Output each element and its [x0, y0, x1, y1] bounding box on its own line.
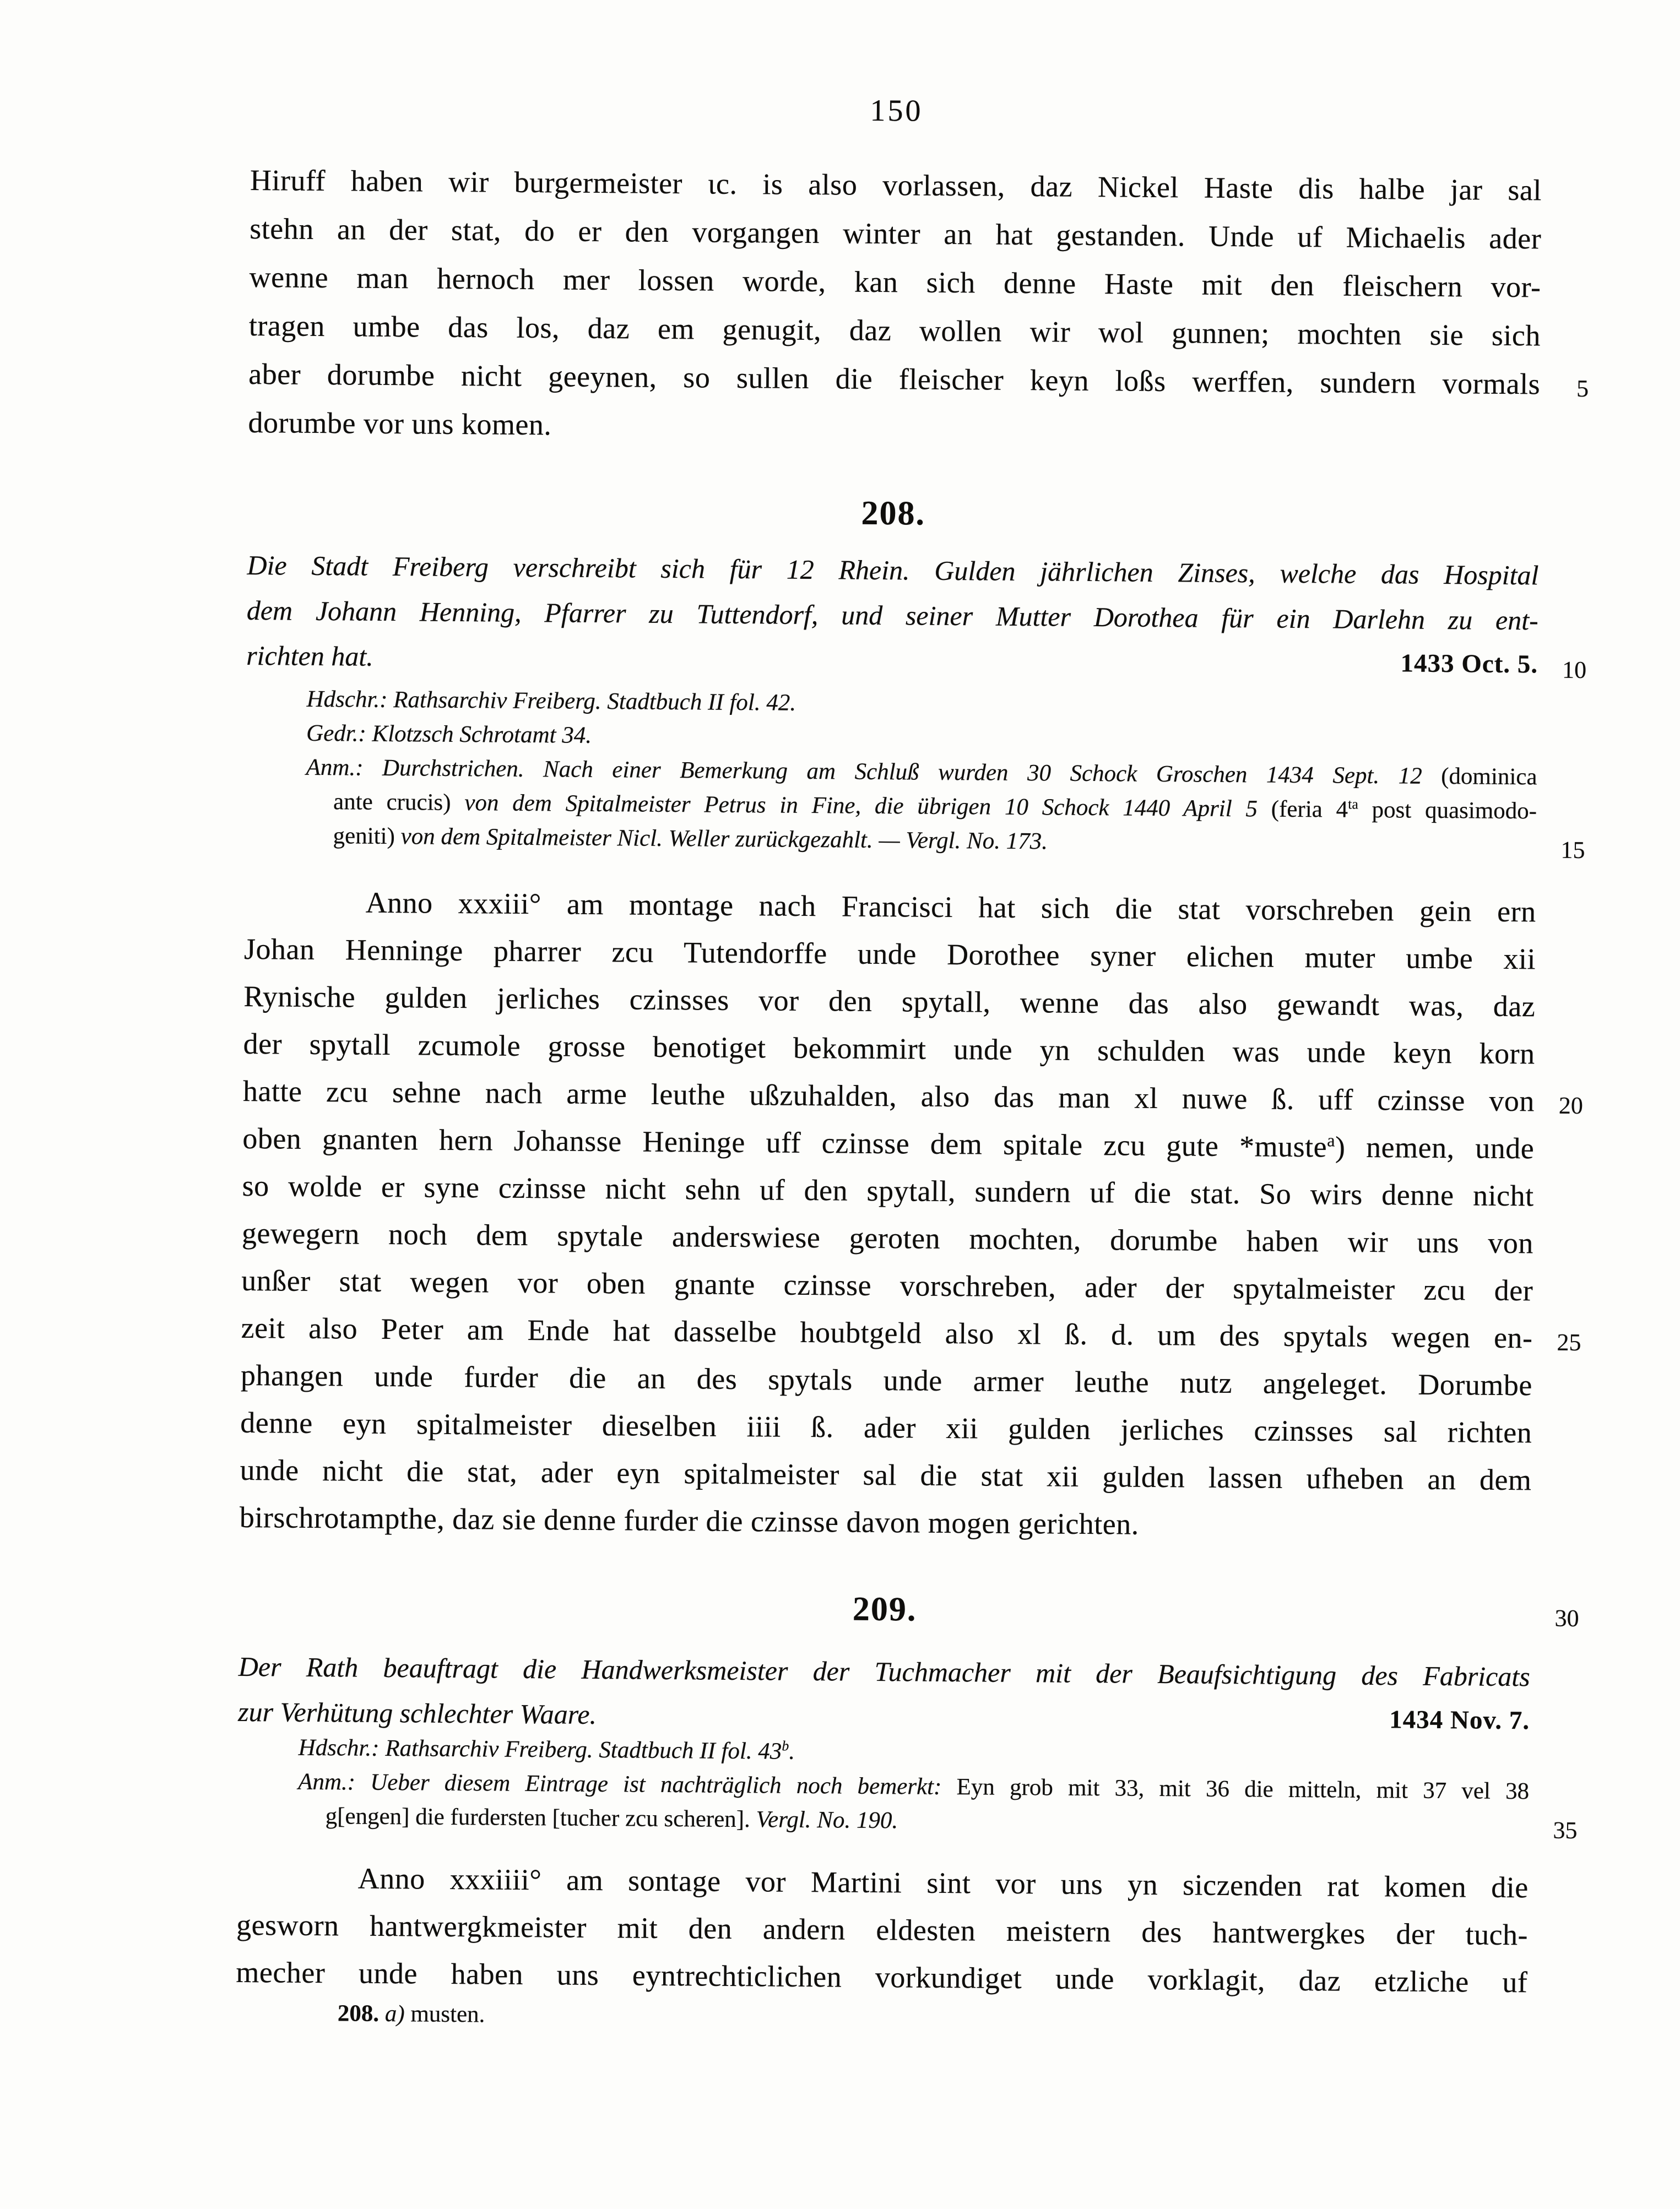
- text-line: Der Rath beauftragt die Handwerksmeister der Tuchmacher mit der Beaufsichtigung des Fabricats: [238, 1651, 1530, 1692]
- text-line: wenne man hernoch mer lossen worde, kan sich denne Haste mit den fleischern vor-: [249, 260, 1541, 304]
- text-segment: 208.: [337, 2000, 386, 2027]
- text-line: Johan Henninge pharrer zcu Tutendorffe unde Dorothee syner elichen muter umbe xii: [243, 932, 1536, 976]
- text-line: hatte zcu sehne nach arme leuthe ußzuhalden, also das man xl nuwe ß. uff czinsse von 20: [243, 1067, 1535, 1125]
- text-line: [236, 1999, 1527, 2036]
- margin-line-number: 35: [1553, 1816, 1578, 1844]
- text-segment: (feria 4: [1271, 796, 1348, 823]
- text-segment: ) nemen, unde: [1335, 1130, 1535, 1165]
- text-segment: oben gnanten hern Johansse Heninge uff czinsse dem spitale zcu gute *muste: [242, 1121, 1327, 1164]
- text-segment: geniti): [333, 823, 401, 850]
- entry-208-summary: [246, 542, 1587, 688]
- entry-209-body: [236, 1854, 1529, 2006]
- margin-line-number: 5: [1576, 375, 1589, 403]
- text-segment: Hdschr.: Rathsarchiv Freiberg. Stadtbuch II fol. 43: [298, 1734, 782, 1765]
- text-segment: Eyn grob mit 33, mit 36 die mitteln, mit 37 vel 38: [956, 1774, 1530, 1805]
- text-segment: Anm.: Durchstrichen. Nach einer Bemerkung am Schluß wurden 30 Schock Groschen 1434 Sept. 12: [306, 754, 1441, 790]
- text-line: birschrotampthe, daz sie denne furder die czinsse davon mogen gerichten.: [239, 1500, 1140, 1541]
- text-segment: b: [782, 1738, 789, 1754]
- entry-208-heading: [247, 489, 1539, 538]
- text-line: Anno xxxiiii° am sontage vor Martini sint vor uns yn siczenden rat komen die: [357, 1861, 1529, 1904]
- text-line: unde nicht die stat, ader eyn spitalmeister sal die stat xii gulden lassen ufheben an dem: [240, 1453, 1532, 1497]
- entry-209-summary: [238, 1644, 1530, 1744]
- text-line: der spytall zcumole grosse benotiget bekommirt unde yn schulden was unde keyn korn: [243, 1027, 1535, 1071]
- text-segment: g[engen] die furdersten [tucher zcu scheren].: [325, 1803, 756, 1833]
- text-segment: Anm.: Ueber diesem Eintrage ist nachträglich noch bemerkt:: [297, 1768, 957, 1800]
- text-line: Anno xxxiii° am montage nach Francisci hat sich die stat vorschreben gein ern: [365, 886, 1536, 929]
- text-line: zeit also Peter am Ende hat dasselbe houbtgeld also xl ß. d. um des spytals wegen en- 25: [241, 1304, 1533, 1361]
- text-segment: Vergl. No. 190.: [756, 1806, 898, 1834]
- text-segment: .: [789, 1738, 795, 1765]
- text-line: denne eyn spitalmeister dieselben iiii ß. ader xii gulden jerliches czinsses sal richten: [240, 1405, 1532, 1450]
- text-segment: a: [1327, 1131, 1336, 1151]
- text-line: Die Stadt Freiberg verschreibt sich für 12 Rhein. Gulden jährlichen Zinses, welche das Hospital: [247, 549, 1539, 591]
- entry-209-number: 209.: [852, 1590, 917, 1629]
- entry-208-number: 208.: [861, 494, 926, 533]
- margin-line-number: 25: [1557, 1328, 1581, 1356]
- margin-line-number: 30: [1554, 1604, 1579, 1632]
- text-line: tragen umbe das los, daz em genugit, daz wollen wir wol gunnen; mochten sie sich: [248, 308, 1541, 352]
- text-line: gesworn hantwergkmeister mit den andern eldesten meistern des hantwergkes der tuch-: [236, 1908, 1529, 1952]
- text-line: Rynische gulden jerliches czinsses vor den spytall, wenne das also gewandt was, daz: [243, 979, 1536, 1023]
- text-segment: ta: [1348, 796, 1358, 812]
- text-segment: von dem Spitalmeister Petrus in Fine, die übrigen 10 Schock 1440 April 5: [464, 790, 1271, 822]
- text-segment: (dominica: [1441, 763, 1537, 790]
- text-segment: a): [384, 2001, 411, 2027]
- text-line: Hiruff haben wir burgermeister ɩc. is also vorlassen, daz Nickel Haste dis halbe jar sal: [250, 163, 1542, 207]
- text-line: aber dorumbe nicht geeynen, so sullen die fleischer keyn loßs werffen, sundern vormals 5: [248, 350, 1541, 408]
- text-line: so wolde er syne czinsse nicht sehn uf den spytall, sundern uf die stat. So wirs denne nicht: [242, 1169, 1534, 1213]
- text-line: Hdschr.: Rathsarchiv Freiberg. Stadtbuch II fol. 42.: [306, 686, 796, 716]
- entry-209-source-block: [297, 1731, 1578, 1844]
- page-number: 150: [870, 93, 923, 128]
- footnote: [236, 1999, 1527, 2036]
- continuation-paragraph: [248, 156, 1589, 457]
- text-line: Gedr.: Klotzsch Schrotamt 34.: [306, 720, 592, 748]
- text-line: dorumbe vor uns komen.: [248, 405, 552, 442]
- text-line: phangen unde furder die an des spytals unde armer leuthe nutz angeleget. Dorumbe: [240, 1358, 1533, 1402]
- text-line: stehn an der stat, do er den vorgangen winter an hat gestanden. Unde uf Michaelis ader: [250, 211, 1542, 256]
- text-segment: musten.: [410, 2001, 485, 2028]
- text-line: zur Verhütung schlechter Waare. 1434 Nov. 7.: [238, 1689, 1530, 1744]
- text-segment: ante crucis): [333, 789, 465, 816]
- margin-line-number: 10: [1562, 656, 1587, 684]
- text-segment: post quasimodo-: [1358, 796, 1537, 824]
- entry-date: 1434 Nov. 7.: [1389, 1705, 1530, 1735]
- entry-date: 1433 Oct. 5.: [1400, 649, 1538, 679]
- text-segment: von dem Spitalmeister Nicl. Weller zurückgezahlt. — Vergl. No. 173.: [400, 823, 1048, 855]
- text-line: richten hat. 1433 Oct. 5. 10: [246, 633, 1538, 688]
- text-line: unßer stat wegen vor oben gnante czinsse vorschreben, ader der spytalmeister zcu der: [241, 1263, 1533, 1307]
- margin-line-number: 15: [1560, 836, 1585, 864]
- text-line: dem Johann Henning, Pfarrer zu Tuttendorf, und seiner Mutter Dorothea für ein Darlehn zu ent-: [246, 594, 1539, 636]
- margin-line-number: 20: [1558, 1092, 1584, 1120]
- entry-208-source-block: [305, 682, 1585, 864]
- text-line: gewegern noch dem spytale anderswiese geroten mochten, dorumbe haben wir uns von: [241, 1216, 1534, 1260]
- entry-208-body: [239, 878, 1584, 1551]
- text-line: mecher unde haben uns eyntrechticlichen vorkundiget unde vorklagit, daz etzliche uf: [236, 1955, 1528, 1999]
- entry-209-heading: [239, 1585, 1579, 1634]
